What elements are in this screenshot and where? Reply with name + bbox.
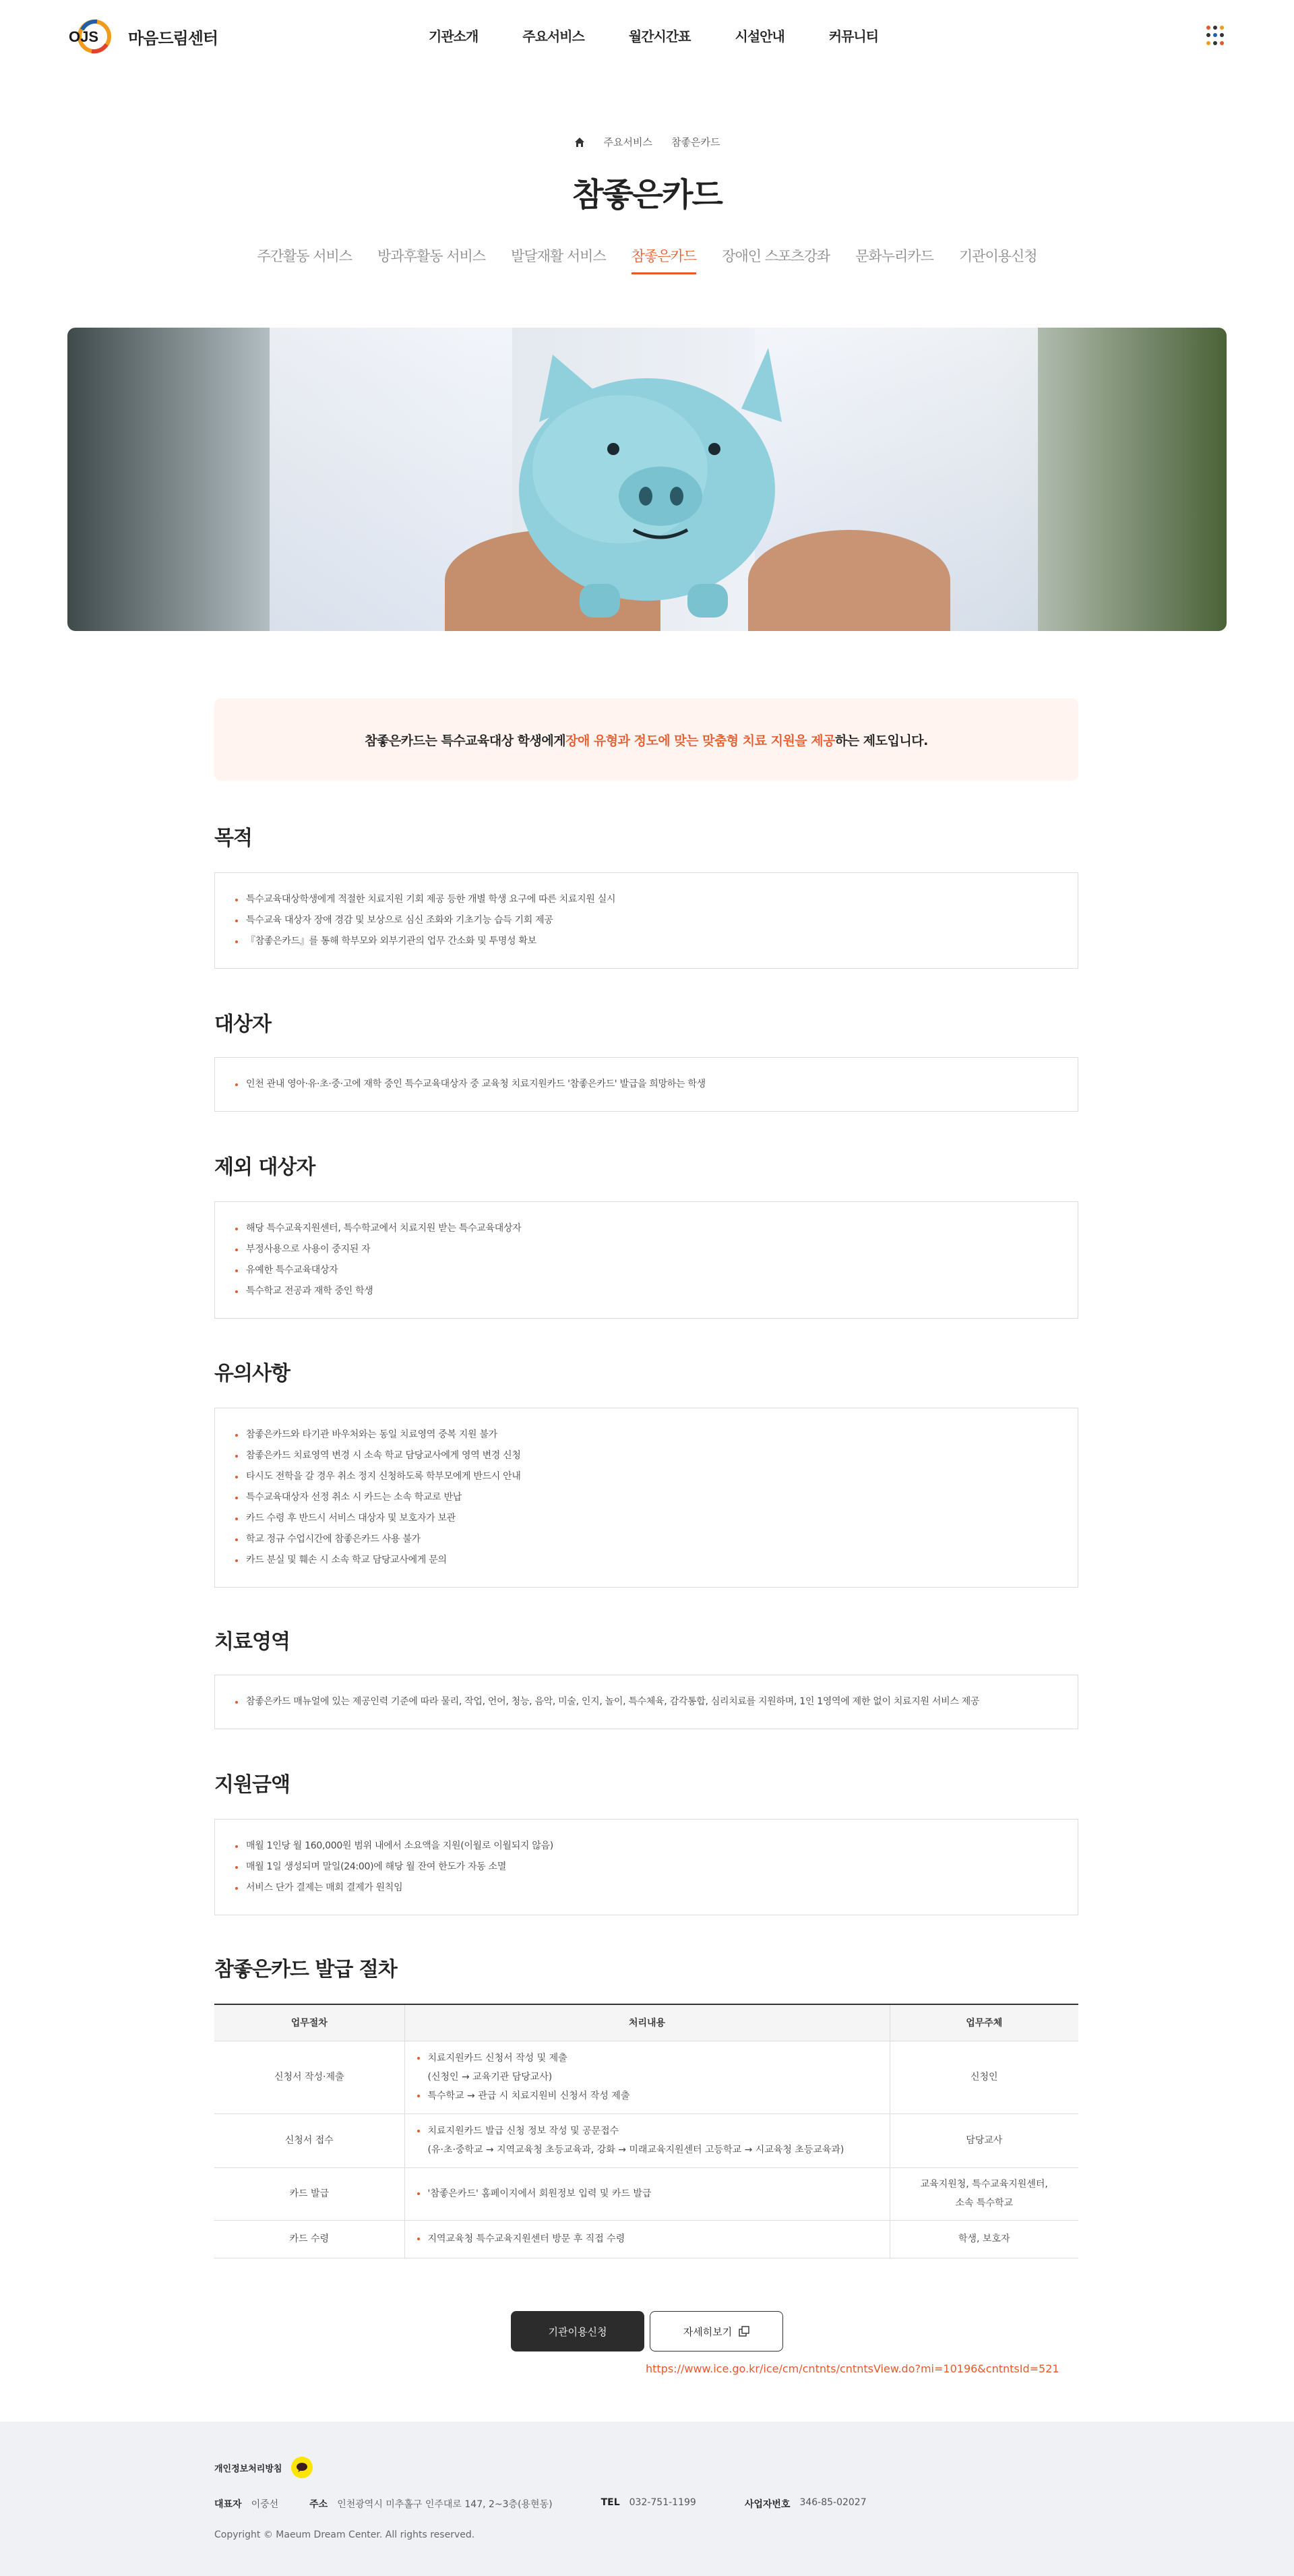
nav-item-facility[interactable]: 시설안내 [735,28,784,44]
content-cell [404,2167,890,2220]
breadcrumb-item[interactable]: 주요서비스 [603,136,652,148]
purpose-list [214,872,1078,969]
intro-banner [214,698,1078,781]
table-row [214,2041,1078,2114]
content-cell [404,2041,890,2114]
list-item: 『참좋은카드』를 통해 학부모와 외부기관의 업무 간소화 및 투명성 확보 [235,931,1057,952]
section-title-purpose: 목적 [214,827,252,850]
new-window-icon [739,2326,749,2337]
intro-text: 하는 제도입니다. [834,733,928,748]
actor-cell: 학생, 보호자 [890,2220,1078,2258]
sub-tabs [0,245,1294,274]
content-line: 특수학교 → 관급 시 치료지원비 신청서 작성 제출 [417,2087,877,2105]
step-cell: 카드 발급 [214,2167,404,2220]
footer-biz-number: 346-85-02027 [799,2497,867,2508]
amount-list [214,1819,1078,1915]
list-item: 해당 특수교육지원센터, 특수학교에서 치료지원 받는 특수교육대상자 [235,1218,1057,1239]
list-item: 카드 수령 후 반드시 서비스 대상자 및 보호자가 보관 [235,1508,1057,1529]
footer-policy [214,2457,313,2478]
footer-label: 대표자 [214,2499,242,2510]
column-header: 업무절차 [214,2004,404,2041]
tab-sports[interactable]: 장애인 스포츠강좌 [722,248,830,264]
section-title-therapy: 치료영역 [214,1630,290,1654]
step-cell: 카드 수령 [214,2220,404,2258]
table-row [214,2220,1078,2258]
footer-tel: 032-751-1199 [629,2497,696,2508]
hero-image [67,328,1227,631]
list-item: 학교 정규 수업시간에 참좋은카드 사용 불가 [235,1529,1057,1550]
logo-text: 마음드림센터 [128,28,218,48]
apply-button[interactable] [511,2311,644,2352]
column-header: 처리내용 [404,2004,890,2041]
step-cell: 신청서 작성·제출 [214,2041,404,2114]
content-line: (신청인 → 교육기관 담당교사) [427,2072,553,2083]
list-item: 특수교육대상학생에게 적절한 치료지원 기회 제공 등한 개별 학생 요구에 따른 치료지원 실시 [235,889,1057,910]
step-cell: 신청서 접수 [214,2114,404,2167]
target-list [214,1057,1078,1112]
notes-list [214,1408,1078,1588]
footer-ceo: 이중선 [251,2499,279,2510]
tab-day-activity[interactable]: 주간활동 서비스 [257,248,352,264]
nav-item-community[interactable]: 커뮤니티 [828,28,879,44]
section-title-notes: 유의사항 [214,1362,290,1385]
site-header [0,0,1294,74]
footer-info [214,2497,867,2511]
list-item: 특수학교 전공과 재학 중인 학생 [235,1281,1057,1302]
detail-button[interactable] [650,2311,783,2352]
nav-item-services[interactable]: 주요서비스 [522,28,584,44]
section-title-excluded: 제외 대상자 [214,1156,315,1179]
list-item: 타시도 전학을 갈 경우 취소 정지 신청하도록 학부모에게 반드시 안내 [235,1466,1057,1487]
svg-text:OJS: OJS [69,28,99,45]
main-nav [429,26,878,45]
list-item: 매월 1일 생성되며 말일(24:00)에 해당 월 잔여 한도가 자동 소멸 [235,1857,1057,1878]
content-cell [404,2114,890,2167]
home-icon[interactable] [574,137,585,148]
footer-label: 주소 [309,2499,328,2510]
content-cell [404,2220,890,2258]
excluded-list [214,1201,1078,1319]
tab-culture-card[interactable]: 문화누리카드 [855,248,933,264]
list-item: 참좋은카드 치료영역 변경 시 소속 학교 담당교사에게 영역 변경 신청 [235,1445,1057,1466]
external-link[interactable]: https://www.ice.go.kr/ice/cm/cntnts/cntntsView.do?mi=10196&cntntsId=521 [646,2362,1059,2375]
footer-address: 인천광역시 미추홀구 인주대로 147, 2~3층(용현동) [337,2499,553,2510]
column-header: 업무주체 [890,2004,1078,2041]
breadcrumb-item[interactable]: 참좋은카드 [671,136,720,148]
kakao-talk-icon[interactable] [291,2457,313,2478]
table-row [214,2167,1078,2220]
nav-item-about[interactable]: 기관소개 [429,28,479,44]
list-item: 서비스 단가 결제는 매회 결제가 원칙임 [235,1878,1057,1898]
procedure-table [214,2004,1078,2258]
intro-text: 참좋은카드는 특수교육대상 학생에게 [365,733,566,748]
list-item: 카드 분실 및 훼손 시 소속 학교 담당교사에게 문의 [235,1550,1057,1571]
ojs-logo-icon [67,18,120,55]
site-logo[interactable] [67,18,218,55]
piggy-bank-icon [67,328,1227,631]
tab-after-school[interactable]: 방과후활동 서비스 [377,248,486,264]
tab-apply[interactable]: 기관이용신청 [958,248,1037,264]
list-item: 특수교육대상자 선정 취소 시 카드는 소속 학교로 반납 [235,1487,1057,1508]
content-line: '참좋은카드' 홈페이지에서 회원정보 입력 및 카드 발급 [417,2184,877,2203]
section-title-amount: 지원금액 [214,1773,290,1797]
footer-copyright: Copyright © Maeum Dream Center. All rights reserved. [214,2529,475,2540]
content-line: (유·초·중학교 → 지역교육청 초등교육과, 강화 → 미래교육지원센터 고등학교 → 시교육청 초등교육과) [427,2145,844,2155]
list-item: 매월 1인당 월 160,000원 범위 내에서 소요액을 지원(이월로 이월되지 않음) [235,1836,1057,1857]
privacy-policy-link[interactable]: 개인정보처리방침 [214,2463,282,2474]
list-item: 특수교육 대상자 장애 경감 및 보상으로 심신 조화와 기초기능 습득 기회 제공 [235,910,1057,931]
page-title: 참좋은카드 [572,176,722,214]
list-item: 부정사용으로 사용이 중지된 자 [235,1239,1057,1260]
footer-label: 사업자번호 [744,2499,791,2510]
all-menu-icon[interactable] [1206,26,1227,46]
content-line: 치료지원카드 신청서 작성 및 제출 [417,2049,877,2068]
table-row [214,2114,1078,2167]
content-line: 지역교육청 특수교육지원센터 방문 후 직접 수령 [417,2229,877,2248]
tab-rehab[interactable]: 발달재활 서비스 [511,248,606,264]
actor-line: 교육지원청, 특수교육지원센터, [920,2179,1048,2190]
footer-label: TEL [600,2497,620,2508]
actor-cell: 신청인 [890,2041,1078,2114]
list-item: 참좋은카드 매뉴얼에 있는 제공인력 기준에 따라 물리, 작업, 언어, 청능, 음악, 미술, 인지, 놀이, 특수체육, 감각통합, 심리치료를 지원하며, 1인 1영역에 제한 없이 치료지원 서비스 제공 [235,1691,1057,1712]
section-title-target: 대상자 [214,1013,271,1036]
tab-card[interactable]: 참좋은카드 [631,245,696,274]
list-item: 유예한 특수교육대상자 [235,1260,1057,1281]
list-item: 인천 관내 영아·유·초·중·고에 재학 중인 특수교육대상자 중 교육청 치료지원카드 '참좋은카드' 발급을 희망하는 학생 [235,1074,1057,1095]
actor-line: 소속 특수학교 [955,2198,1014,2209]
detail-button-label: 자세히보기 [683,2325,733,2338]
actor-cell [890,2167,1078,2220]
intro-highlight: 장애 유형과 정도에 맞는 맞춤형 치료 지원을 제공 [565,733,835,748]
apply-button-label: 기관이용신청 [548,2325,607,2338]
section-title-procedure: 참좋은카드 발급 절차 [214,1958,397,1981]
content-line: 치료지원카드 발급 신청 정보 작성 및 공문접수 [417,2122,877,2140]
actor-cell: 담당교사 [890,2114,1078,2167]
nav-item-timetable[interactable]: 월간시간표 [628,28,691,44]
therapy-list [214,1675,1078,1729]
breadcrumb [0,135,1294,149]
list-item: 참좋은카드와 타기관 바우처와는 동일 치료영역 중복 지원 불가 [235,1425,1057,1445]
